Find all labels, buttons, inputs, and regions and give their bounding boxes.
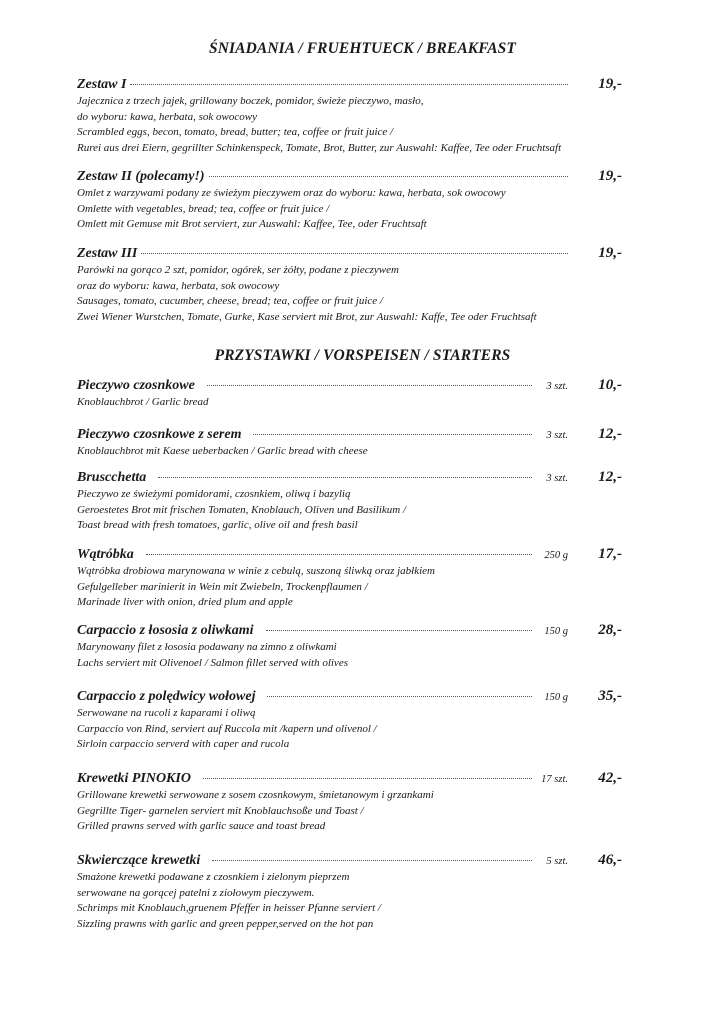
menu-item-quantity: 150 g: [544, 692, 568, 703]
menu-item-price: 46,-: [598, 852, 622, 868]
menu-item-header: [77, 768, 622, 788]
leader-dots: [267, 695, 532, 697]
menu-item-desc: oraz do wyboru: kawa, herbata, sok owocowy: [77, 279, 280, 292]
menu-item-desc: Omlett mit Gemuse mit Brot serviert, zur Auswahl: Kaffee, Tee, oder Fruchtsaft: [77, 218, 427, 230]
menu-item-name: Wątróbka: [77, 547, 134, 562]
menu-item-quantity: 3 szt.: [546, 430, 568, 441]
section-title-breakfast: ŚNIADANIA / FRUEHTUECK / BREAKFAST: [209, 40, 516, 57]
menu-item-header: [77, 620, 622, 640]
menu-item-desc: Grillowane krewetki serwowane z sosem czosnkowym, śmietanowym i grzankami: [77, 789, 434, 801]
menu-item: [77, 375, 622, 411]
leader-dots: [253, 433, 532, 435]
menu-item-quantity: 3 szt.: [546, 473, 568, 484]
menu-item-desc: Zwei Wiener Wurstchen, Tomate, Gurke, Kase serviert mit Brot, zur Auswahl: Kaffe, Tee oder Fruchtsaft: [77, 310, 537, 323]
menu-item-name: Zestaw I: [77, 77, 127, 92]
menu-item: [77, 686, 622, 753]
menu-item-desc: Lachs serviert mit Olivenoel / Salmon fillet served with olives: [77, 656, 348, 669]
menu-item-desc: Geroestetes Brot mit frischen Tomaten, Knoblauch, Oliven und Basilikum /: [77, 503, 407, 516]
menu-item-desc: Smażone krewetki podawane z czosnkiem i zielonym pieprzem: [77, 871, 350, 883]
menu-item-price: 19,-: [598, 168, 622, 184]
menu-item-price: 12,-: [598, 426, 622, 442]
menu-item: [77, 544, 622, 611]
leader-dots: [158, 476, 532, 478]
menu-item-price: 12,-: [598, 469, 622, 485]
menu-item-desc: Sausages, tomato, cucumber, cheese, bread; tea, coffee or fruit juice /: [77, 295, 383, 307]
leader-dots: [266, 629, 532, 631]
menu-item-desc: do wyboru: kawa, herbata, sok owocowy: [77, 110, 257, 123]
menu-item-desc: Knoblauchbrot / Garlic bread: [77, 396, 209, 408]
menu-item-price: 19,-: [598, 76, 622, 92]
menu-item: [77, 166, 622, 233]
menu-item-header: [77, 424, 622, 444]
menu-item: [77, 768, 622, 835]
menu-item-name: Carpaccio z polędwicy wołowej: [77, 689, 256, 704]
menu-item-desc: Knoblauchbrot mit Kaese ueberbacken / Garlic bread with cheese: [77, 445, 368, 457]
menu-item-header: [77, 850, 622, 870]
leader-dots: [141, 252, 568, 254]
menu-item-desc: Sizzling prawns with garlic and green pepper,served on the hot pan: [77, 917, 374, 930]
menu-item-name: Carpaccio z łososia z oliwkami: [77, 623, 254, 638]
menu-item-quantity: 150 g: [544, 626, 568, 637]
menu-item-desc: Scrambled eggs, becon, tomato, bread, butter; tea, coffee or fruit juice /: [77, 126, 394, 138]
leader-dots: [130, 83, 568, 85]
menu-item-header: [77, 686, 622, 706]
menu-item-desc: Gegrillte Tiger- garnelen serviert mit Knoblauchsoße und Toast /: [77, 804, 364, 817]
menu-item: [77, 243, 622, 325]
menu-item-desc: Parówki na gorąco 2 szt, pomidor, ogórek, ser żółty, podane z pieczywem: [77, 264, 399, 276]
leader-dots: [207, 384, 532, 386]
leader-dots: [209, 175, 568, 177]
menu-item-name: Zestaw II (polecamy!): [77, 169, 205, 184]
menu-item-quantity: 3 szt.: [546, 381, 568, 392]
section-title-starters: PRZYSTAWKI / VORSPEISEN / STARTERS: [214, 347, 511, 364]
menu-item-header: [77, 375, 622, 395]
menu-item-header: [77, 74, 622, 94]
menu-item-desc: Rurei aus drei Eiern, gegrillter Schinkenspeck, Tomate, Brot, Butter, zur Auswahl: Kaffee, Tee oder Fruchtsaft: [77, 141, 562, 154]
menu-item-header: [77, 166, 622, 186]
menu-item-name: Pieczywo czosnkowe: [77, 378, 195, 393]
menu-item-quantity: 17 szt.: [541, 774, 568, 785]
menu-item-desc: Jajecznica z trzech jajek, grillowany boczek, pomidor, świeże pieczywo, masło,: [77, 95, 424, 107]
menu-item-desc: Gefulgelleber marinierit in Wein mit Zwiebeln, Trockenpflaumen /: [77, 580, 368, 593]
menu-item: [77, 620, 622, 671]
menu-item: [77, 850, 622, 932]
menu-item-desc: Marynowany filet z łososia podawany na zimno z oliwkami: [77, 641, 337, 653]
menu-item-price: 28,-: [598, 622, 622, 638]
menu-item: [77, 424, 622, 460]
menu-item-quantity: 250 g: [544, 550, 568, 561]
menu-item-header: [77, 544, 622, 564]
menu-item-header: [77, 467, 622, 487]
menu-item-desc: Grilled prawns served with garlic sauce and toast bread: [77, 820, 326, 832]
menu-item-name: Zestaw III: [77, 246, 138, 261]
menu-item-quantity: 5 szt.: [546, 856, 568, 867]
menu-item-desc: Carpaccio von Rind, serviert auf Ruccola mit /kapern und olivenol /: [77, 722, 377, 735]
menu-item-desc: Toast bread with fresh tomatoes, garlic, olive oil and fresh basil: [77, 519, 358, 531]
menu-item-price: 19,-: [598, 245, 622, 261]
menu-item-desc: Pieczywo ze świeżymi pomidorami, czosnkiem, oliwą i bazylią: [77, 488, 351, 500]
menu-item-desc: Serwowane na rucoli z kaparami i oliwą: [77, 707, 256, 719]
menu-item-name: Bruscchetta: [77, 470, 147, 485]
leader-dots: [203, 777, 532, 779]
menu-item-desc: serwowane na gorącej patelni z ziołowym pieczywem.: [77, 886, 315, 899]
menu-item-desc: Marinade liver with onion, dried plum and apple: [77, 596, 293, 608]
menu-item-price: 10,-: [598, 377, 622, 393]
menu-item-desc: Wątróbka drobiowa marynowana w winie z cebulą, suszoną śliwką oraz jabłkiem: [77, 565, 436, 577]
menu-item-header: [77, 243, 622, 263]
menu-item-price: 17,-: [598, 546, 622, 562]
menu-item-desc: Schrimps mit Knoblauch,gruenem Pfeffer in heisser Pfanne serviert /: [77, 902, 381, 914]
menu-item-price: 42,-: [598, 770, 622, 786]
menu-item-desc: Omlet z warzywami podany ze świeżym pieczywem oraz do wyboru: kawa, herbata, sok owocowy: [77, 187, 506, 199]
menu-item: [77, 467, 622, 534]
menu-item-price: 35,-: [598, 688, 622, 704]
menu-item-desc: Omlette with vegetables, bread; tea, coffee or fruit juice /: [77, 202, 330, 215]
menu-item-name: Pieczywo czosnkowe z serem: [77, 427, 242, 442]
menu-item-name: Krewetki PINOKIO: [77, 771, 191, 786]
menu-item-desc: Sirloin carpaccio serverd with caper and rucola: [77, 738, 290, 750]
menu-item: [77, 74, 622, 156]
leader-dots: [212, 859, 532, 861]
leader-dots: [146, 553, 532, 555]
menu-item-name: Skwierczące krewetki: [77, 853, 201, 868]
